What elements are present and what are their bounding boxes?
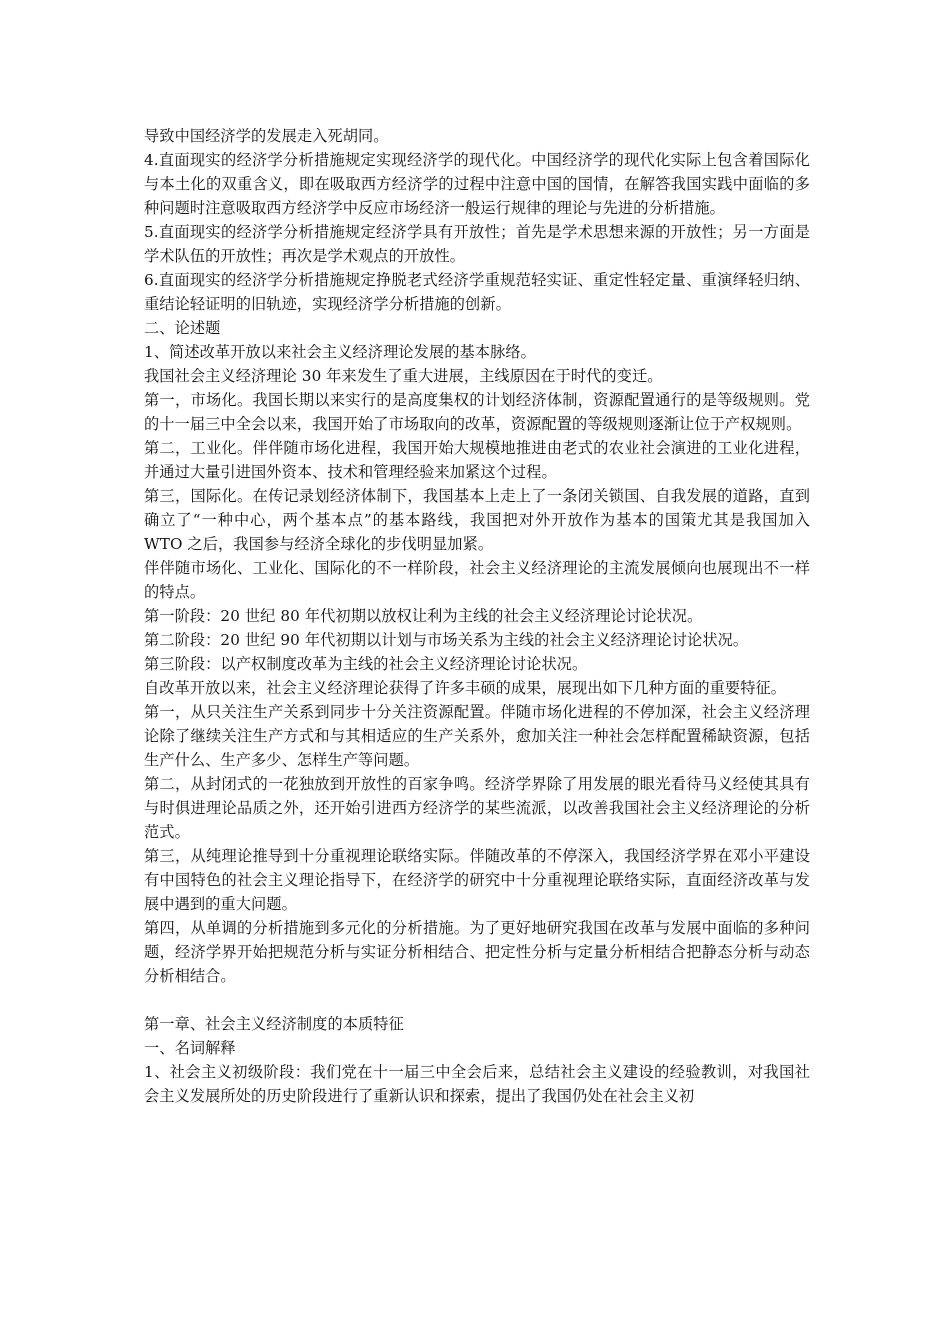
paragraph: 第一，从只关注生产关系到同步十分关注资源配置。伴随市场化进程的不停加深，社会主义经济理论除了继续关注生产方式和与其相适应的生产关系外，愈加关注一种社会怎样配置稀缺资源，包括生产什么、生产多少、怎样生产等问题。 [144,703,810,769]
paragraph: 第三阶段：以产权制度改革为主线的社会主义经济理论讨论状况。 [144,655,588,673]
section-heading: 一、名词解释 [144,1039,236,1057]
paragraph: 1、社会主义初级阶段：我们党在十一届三中全会后来，总结社会主义建设的经验教训，对我国社会主义发展所处的历史阶段进行了重新认识和探索，提出了我国仍处在社会主义初 [144,1063,810,1105]
paragraph: 第一阶段：20 世纪 80 年代初期以放权让利为主线的社会主义经济理论讨论状况。 [144,607,703,625]
section-heading: 二、论述题 [144,319,221,337]
paragraph: 导致中国经济学的发展走入死胡同。 [144,127,389,145]
paragraph: 我国社会主义经济理论 30 年来发生了重大进展，主线原因在于时代的变迁。 [144,367,663,385]
paragraph: 第四，从单调的分析措施到多元化的分析措施。为了更好地研究我国在改革与发展中面临的多种问题，经济学界开始把规范分析与实证分析相结合、把定性分析与定量分析相结合把静态分析与动态分析相结合。 [144,919,810,985]
paragraph: 第二，从封闭式的一花独放到开放性的百家争鸣。经济学界除了用发展的眼光看待马义经使其具有与时俱进理论品质之外，还开始引进西方经济学的某些流派，以改善我国社会主义经济理论的分析范式。 [144,775,810,841]
question-title: 1、简述改革开放以来社会主义经济理论发展的基本脉络。 [144,343,536,361]
paragraph: 第一，市场化。我国长期以来实行的是高度集权的计划经济体制，资源配置通行的是等级规则。党的十一届三中全会以来，我国开始了市场取向的改革，资源配置的等级规则逐渐让位于产权规则。 [144,391,810,433]
paragraph: 第三，从纯理论推导到十分重视理论联络实际。伴随改革的不停深入，我国经济学界在邓小平建设有中国特色的社会主义理论指导下，在经济学的研究中十分重视理论联络实际，直面经济改革与发展中遇到的重大问题。 [144,847,810,913]
paragraph: 第二，工业化。伴伴随市场化进程，我国开始大规模地推进由老式的农业社会演进的工业化进程，并通过大量引进国外资本、技术和管理经验来加紧这个过程。 [144,439,810,481]
paragraph: 第三，国际化。在传记录划经济体制下，我国基本上走上了一条闭关锁国、自我发展的道路，直到确立了“一种中心，两个基本点”的基本路线，我国把对外开放作为基本的国策尤其是我国加入 WTO 之后，我国参与经济全球化的步伐明显加紧。 [144,487,810,553]
paragraph: 6.直面现实的经济学分析措施规定挣脱老式经济学重规范轻实证、重定性轻定量、重演绎轻归纳、重结论轻证明的旧轨迹，实现经济学分析措施的创新。 [144,271,810,313]
paragraph: 第二阶段：20 世纪 90 年代初期以计划与市场关系为主线的社会主义经济理论讨论状况。 [144,631,749,649]
paragraph: 伴伴随市场化、工业化、国际化的不一样阶段，社会主义经济理论的主流发展倾向也展现出不一样的特点。 [144,559,810,601]
chapter-heading: 第一章、社会主义经济制度的本质特征 [144,1015,404,1033]
paragraph: 4.直面现实的经济学分析措施规定实现经济学的现代化。中国经济学的现代化实际上包含着国际化与本土化的双重含义，即在吸取西方经济学的过程中注意中国的国情，在解答我国实践中面临的多种问题时注意吸取西方经济学中反应市场经济一般运行规律的理论与先进的分析措施。 [144,151,810,217]
blank-line [144,988,810,1012]
paragraph: 自改革开放以来，社会主义经济理论获得了许多丰硕的成果，展现出如下几种方面的重要特征。 [144,679,787,697]
paragraph: 5.直面现实的经济学分析措施规定经济学具有开放性；首先是学术思想来源的开放性；另一方面是学术队伍的开放性；再次是学术观点的开放性。 [144,223,810,265]
document-body [144,124,810,1108]
